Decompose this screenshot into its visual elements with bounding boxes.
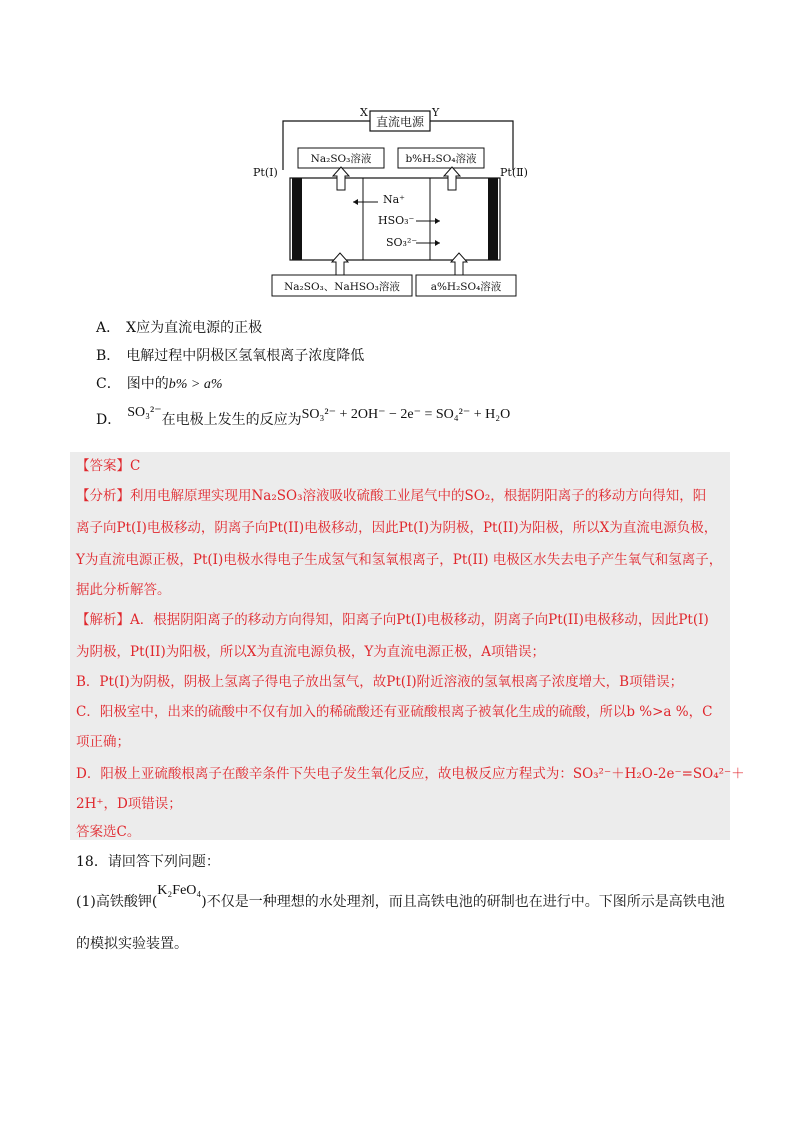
explanation-line-6: D．阳极上亚硫酸根离子在酸辛条件下失电子发生氧化反应，故电极反应方程式为：SO₃²⁻＋H₂O-2e⁻=SO₄²⁻＋ [76,766,745,782]
explanation-line-2: 为阴极，Pt(II)为阳极，所以X为直流电源负极，Y为直流电源正极，A项错误； [76,644,545,660]
ion-hso3-label: HSO₃⁻ [378,214,415,227]
question-18-line-1 [76,883,725,913]
question-18-line-2: 的模拟实验装置。 [76,936,188,952]
power-source-label: 直流电源 [375,115,425,129]
left-electrode [292,178,302,260]
left-bottom-label: Na₂SO₃、NaHSO₃溶液 [284,281,400,293]
analysis-line-2: 离子向Pt(I)电极移动，阴离子向Pt(II)电极移动，因此Pt(I)为阴极，Pt(II)为阳极，所以X为直流电源负极， [76,520,718,536]
ion-so3-label: SO₃²⁻ [386,236,418,249]
ion-na-label: Na⁺ [383,193,405,206]
right-top-label: b%H₂SO₄溶液 [405,153,477,165]
question-18-formula: K₂FeO₄ [157,883,202,898]
option-b-label: B． [96,348,121,364]
electrolysis-diagram [250,100,550,300]
right-electrode [488,178,498,260]
left-top-label: Na₂SO₃溶液 [310,153,372,165]
answer-line: 【答案】C [76,458,141,474]
right-electrode-label: Pt(Ⅱ) [500,166,528,179]
option-b-text: 电解过程中阴极区氢氧根离子浓度降低 [126,348,365,364]
option-c-text: 图中的 [126,376,169,392]
explanation-line-1: 【解析】A．根据阴阳离子的移动方向得知，阳离子向Pt(I)电极移动，阴离子向Pt(II)电极移动，因此Pt(I) [76,612,709,628]
option-a [96,318,262,338]
option-d-text: 在电极上发生的反应为 [161,412,302,428]
left-electrode-label: Pt(Ⅰ) [253,166,278,179]
option-a-label: A． [96,320,121,336]
analysis-line-4: 据此分析解答。 [76,582,171,598]
question-18-title: 18．请回答下列问题： [76,854,220,870]
option-c-label: C． [96,376,121,392]
explanation-line-7: 2H⁺，D项错误； [76,796,182,812]
terminal-x-label: X [360,106,368,119]
option-c-formula: b% > a% [168,377,223,392]
right-bottom-label: a%H₂SO₄溶液 [430,281,502,293]
question-18-suffix: )不仅是一种理想的水处理剂，而且高铁电池的研制也在进行中。下图所示是高铁电池 [201,894,725,910]
explanation-line-3: B．Pt(I)为阴极，阴极上氢离子得电子放出氢气，故Pt(I)附近溶液的氢氧根离子浓度增大，B项错误； [76,674,684,690]
explanation-line-8: 答案选C。 [76,824,141,840]
explanation-line-4: C．阳极室中，出来的硫酸中不仅有加入的稀硫酸还有亚硫酸根离子被氧化生成的硫酸，所以b %>a %，C [76,704,713,720]
option-a-text: X应为直流电源的正极 [126,320,263,336]
question-18-prefix: (1)高铁酸钾( [76,894,158,910]
explanation-line-5: 项正确； [76,734,130,750]
analysis-line-3: Y为直流电源正极，Pt(I)电极水得电子生成氢气和氢氧根离子，Pt(II) 电极区水失去电子产生氧气和氢离子， [76,552,723,568]
terminal-y-label: Y [432,106,440,119]
option-d-label: D． [96,412,122,428]
option-b [96,346,364,366]
option-c [96,374,223,395]
analysis-line-1: 【分析】利用电解原理实现用Na₂SO₃溶液吸收硫酸工业尾气中的SO₂，根据阴阳离子的移动方向得知，阳 [76,488,707,504]
option-d-ion: SO₃²⁻ [127,405,162,420]
option-d [96,405,511,431]
option-d-formula: SO₃²⁻ + 2OH⁻ − 2e⁻ = SO₄²⁻ + H₂O [301,407,511,422]
